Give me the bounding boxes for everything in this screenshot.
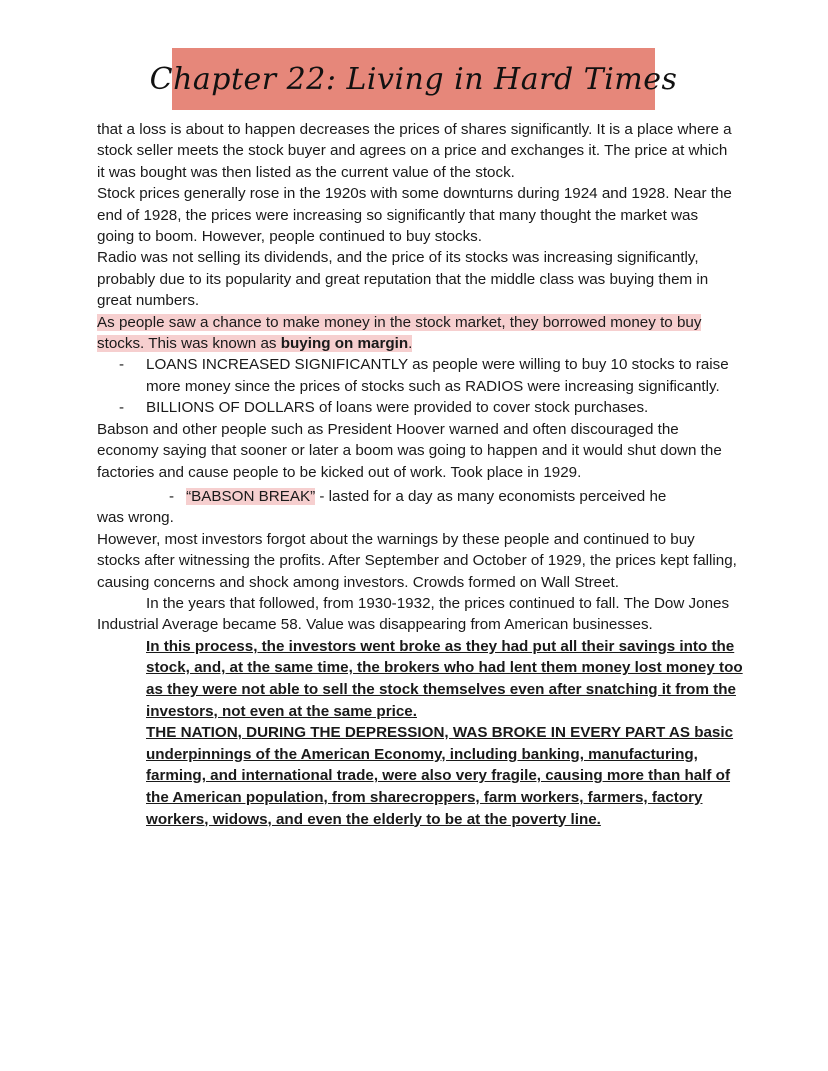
- margin-intro: As people saw a chance to make money in the stock market, they borrowed money to buy stocks. This was known as: [97, 313, 702, 353]
- dash-marker: -: [119, 399, 125, 417]
- paragraph-babson-warning: Babson and other people such as President Hoover warned and often discouraged the economy saying that sooner or later a boom was going to happen and it would shut down the factories and cause people to be kicked out of work. Took place in 1929.: [97, 420, 722, 481]
- babson-break-term: “BABSON BREAK”: [186, 487, 316, 505]
- dash-marker: -: [119, 356, 125, 374]
- babson-break-rest: - lasted for a day as many economists perceived he: [315, 487, 667, 505]
- paragraph-stock-exchange: that a loss is about to happen decreases the prices of shares significantly. It is a place where a stock seller meets the stock buyer and agrees on a price and exchanges it. The price at which it was bought was then listed as the current value of the stock.: [97, 121, 732, 181]
- margin-term: buying on margin: [280, 335, 409, 353]
- babson-break-line: [97, 486, 737, 507]
- list-item-text: LOANS INCREASED SIGNIFICANTLY as people were willing to buy 10 stocks to raise more money since the prices of stocks such as RADIOS were increasing significantly.: [146, 356, 729, 395]
- paragraph-investors-broke: In this process, the investors went broke as they had put all their savings into the stock, and, at the same time, the brokers who had lent them money lost money too as they were not able to sell the stock themselves even after snatching it from the investors, not even at the same price.: [146, 637, 743, 720]
- paragraph-investors-ignored: However, most investors forgot about the warnings by these people and continued to buy stocks after witnessing the profits. After September and October of 1929, the prices kept falling, causing concerns and shock among investors. Crowds formed on Wall Street.: [97, 530, 737, 591]
- paragraph-buying-on-margin: [97, 312, 737, 355]
- babson-break-wrap: was wrong.: [97, 509, 174, 527]
- chapter-title: Chapter 22: Living in Hard Times: [149, 61, 678, 97]
- paragraph-1920s-prices: Stock prices generally rose in the 1920s with some downturns during 1924 and 1928. Near the end of 1928, the prices were increasing so significantly that many thought the market was going to boom. However, people continued to buy stocks.: [97, 185, 732, 246]
- paragraph-radio-stocks: Radio was not selling its dividends, and the price of its stocks was increasing significantly, probably due to its popularity and great reputation that the middle class was buying them in great numbers.: [97, 249, 709, 310]
- paragraph-nation-broke: THE NATION, DURING THE DEPRESSION, WAS BROKE IN EVERY PART AS basic underpinnings of the American Economy, including banking, manufacturing, farming, and international trade, were also very fragile, causing more than half of the American population, from sharecroppers, farm workers, farmers, factory workers, widows, and even the elderly to be at the poverty line.: [146, 724, 734, 828]
- margin-highlight: [97, 314, 701, 352]
- list-item: [97, 354, 737, 397]
- paragraph-1930-1932: In the years that followed, from 1930-1932, the prices continued to fall. The Dow Jones Industrial Average became 58. Value was disappearing from American businesses.: [97, 594, 730, 634]
- loans-bullet-list: [97, 354, 737, 418]
- chapter-title-banner: [149, 48, 678, 110]
- dash-marker: -: [169, 487, 175, 505]
- list-item: [97, 397, 737, 418]
- margin-end: .: [408, 335, 413, 353]
- document-body: [97, 119, 743, 830]
- list-item-text: BILLIONS OF DOLLARS of loans were provided to cover stock purchases.: [146, 399, 649, 417]
